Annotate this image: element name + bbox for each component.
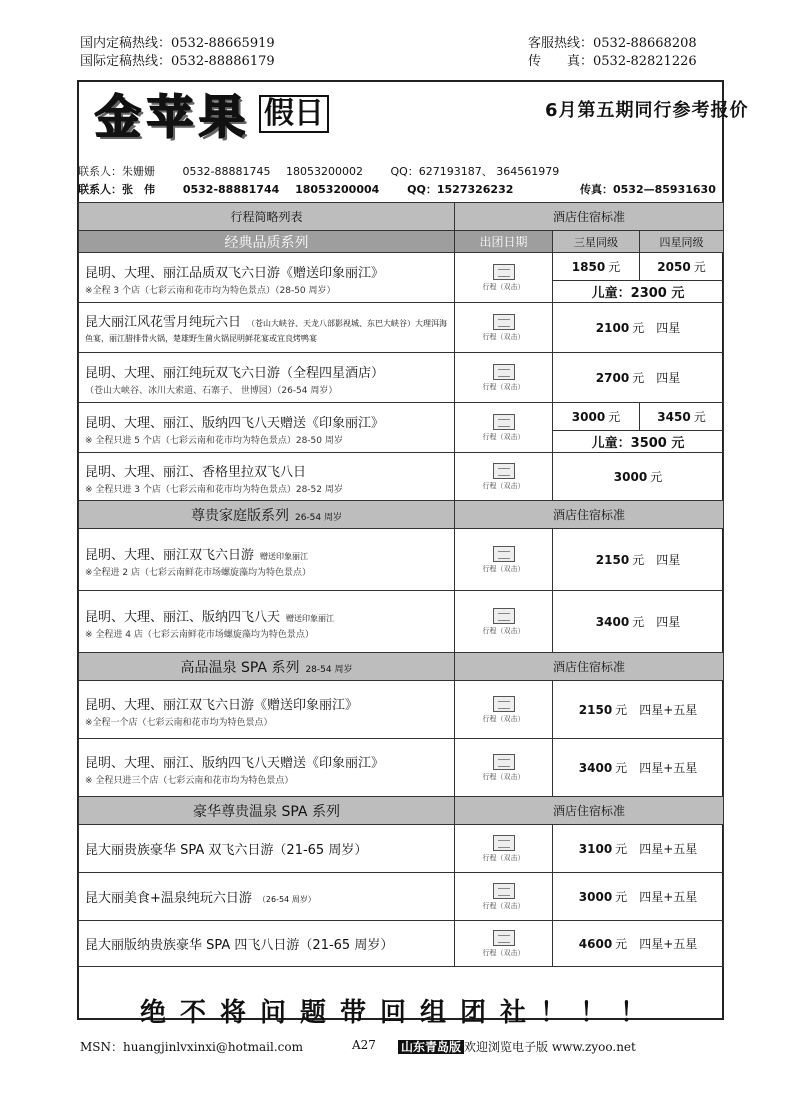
section-title: 经典品质系列 <box>224 234 309 251</box>
section-header-row <box>79 653 724 681</box>
itinerary-doc-cell[interactable] <box>455 921 553 967</box>
edition-title: 6月第五期同行参考报价 <box>545 100 749 121</box>
hotel-star: 四星 <box>656 553 681 567</box>
tour-name-text: 昆明、大理、丽江双飞六日游 <box>85 547 255 563</box>
tour-name-text: 昆大丽贵族豪华 SPA 双飞六日游（21-65 周岁） <box>85 843 368 858</box>
tour-row <box>79 681 724 739</box>
child-price-text: 儿童：3500 元 <box>591 436 685 451</box>
itinerary-doc-link[interactable] <box>455 463 552 491</box>
tour-name <box>79 542 454 565</box>
tour-cell <box>79 739 455 797</box>
tour-name <box>79 932 454 955</box>
itinerary-doc-label: 行程（双击） <box>482 714 525 723</box>
tour-price <box>553 353 724 403</box>
itinerary-doc-link[interactable] <box>455 546 552 574</box>
contact-label: 联系人： <box>78 183 122 196</box>
three-star-label: 三星同级 <box>574 235 618 249</box>
fax-number: 传 真：0532-82821226 <box>528 54 697 69</box>
tour-tag: 赠送印象丽江 <box>286 613 335 623</box>
tour-cell <box>79 873 455 921</box>
section-age: 28-54 周岁 <box>305 664 353 675</box>
hotel-title: 酒店住宿标准 <box>553 210 626 224</box>
tour-name <box>79 260 454 283</box>
price-unit: 元 <box>608 410 621 424</box>
tour-note: ※全程 3 个店（七彩云南和花市均为特色景点）（28-50 周岁） <box>85 285 336 296</box>
hotel-star: 四星 <box>656 615 681 629</box>
four-star-price <box>640 253 724 281</box>
hotel-star: 四星 <box>656 321 681 335</box>
document-icon[interactable] <box>493 835 515 851</box>
price-unit: 元 <box>608 260 621 274</box>
price-unit: 元 <box>632 321 645 335</box>
departure-header <box>455 231 553 253</box>
tour-note: ※ 全程只进 3 个店（七彩云南和花市均为特色景点）28-52 周岁 <box>85 484 343 495</box>
contact-phone: 0532-88881744 <box>182 183 280 196</box>
domestic-hotline: 国内定稿热线：0532-88665919 <box>80 36 275 51</box>
itinerary-doc-cell[interactable] <box>455 303 553 353</box>
tour-name-text: 昆明、大理、丽江、香格里拉双飞八日 <box>85 464 307 480</box>
tour-row <box>79 921 724 967</box>
tour-price <box>553 453 724 501</box>
tour-cell <box>79 453 455 501</box>
section-title-cell <box>79 501 455 529</box>
itinerary-doc-label: 行程（双击） <box>482 853 525 862</box>
itinerary-doc-label: 行程（双击） <box>482 382 525 391</box>
tour-note: ※ 全程只进 5 个店（七彩云南和花市均为特色景点）28-50 周岁 <box>85 435 343 446</box>
tour-cell <box>79 353 455 403</box>
itinerary-doc-cell[interactable] <box>455 591 553 653</box>
price-unit: 元 <box>615 937 628 951</box>
ebook-link[interactable]: 欢迎浏览电子版 www.zyoo.net <box>464 1040 636 1054</box>
itinerary-doc-cell[interactable] <box>455 825 553 873</box>
document-icon[interactable] <box>493 364 515 380</box>
tour-name <box>79 604 454 627</box>
itinerary-doc-link[interactable] <box>455 414 552 442</box>
tour-name-text: 昆明、大理、丽江、版纳四飞八天 <box>85 609 281 625</box>
tour-row <box>79 739 724 797</box>
tour-tag: 赠送印象丽江 <box>260 551 309 561</box>
logo-main-text: 金苹果 <box>95 90 251 144</box>
tour-name <box>79 692 454 715</box>
tour-price <box>553 739 724 797</box>
price-value: 3000 <box>613 470 648 484</box>
tour-price <box>553 825 724 873</box>
hotel-star: 四星+五星 <box>639 761 698 775</box>
contact-name: 张 伟 <box>122 183 155 196</box>
document-icon[interactable] <box>493 264 515 280</box>
brand-logo <box>95 88 505 144</box>
four-star-price <box>640 403 724 431</box>
tour-cell <box>79 403 455 453</box>
subheader-row <box>79 231 724 253</box>
tour-row <box>79 825 724 873</box>
tour-name-text: 昆明、大理、丽江双飞六日游《赠送印象丽江》 <box>85 697 359 713</box>
four-star-label: 四星同级 <box>659 235 704 249</box>
itinerary-doc-link[interactable] <box>455 930 552 958</box>
itinerary-doc-label: 行程（双击） <box>482 564 525 573</box>
tour-row <box>79 403 724 431</box>
document-icon[interactable] <box>493 414 515 430</box>
tour-note: （苍山大峡谷、冰川大索道、石寨子、 世博园）（26-54 周岁） <box>85 385 338 396</box>
itinerary-doc-link[interactable] <box>455 696 552 724</box>
itinerary-doc-label: 行程（双击） <box>482 332 525 341</box>
tour-name <box>79 360 454 383</box>
itinerary-doc-label: 行程（双击） <box>482 626 525 635</box>
document-icon[interactable] <box>493 608 515 624</box>
contact-fax: 传真：0532—85931630 <box>580 183 716 196</box>
slogan: 绝不将问题带回组团社！！！ <box>139 998 660 1028</box>
price-unit: 元 <box>693 410 706 424</box>
tour-name-text: 昆明、大理、丽江纯玩双飞六日游（全程四星酒店） <box>85 365 385 381</box>
tour-price <box>553 529 724 591</box>
tour-name-text: 昆明、大理、丽江品质双飞六日游《赠送印象丽江》 <box>85 265 385 281</box>
section-header-row <box>79 203 724 231</box>
itinerary-doc-cell[interactable] <box>455 681 553 739</box>
hotel-star: 四星+五星 <box>639 842 698 856</box>
tour-name <box>79 885 454 908</box>
section-title: 高品温泉 SPA 系列 <box>180 659 300 676</box>
section-age: 26-54 周岁 <box>294 512 342 523</box>
itinerary-doc-label: 行程（双击） <box>482 432 525 441</box>
tour-name-text: 昆大丽美食+温泉纯玩六日游 <box>85 891 252 906</box>
document-icon[interactable] <box>493 314 515 330</box>
section-header-row <box>79 797 724 825</box>
tour-row <box>79 591 724 653</box>
price-unit: 元 <box>615 703 628 717</box>
tour-price <box>553 681 724 739</box>
tour-name <box>79 410 454 433</box>
hotel-star: 四星+五星 <box>639 703 698 717</box>
itinerary-doc-cell[interactable] <box>455 529 553 591</box>
child-price <box>553 431 724 453</box>
price-value: 2150 <box>578 703 613 717</box>
hotel-star: 四星 <box>656 371 681 385</box>
itinerary-doc-cell[interactable] <box>455 739 553 797</box>
hotel-standard-header <box>455 203 724 231</box>
tour-name <box>79 459 454 482</box>
section-title: 尊贵家庭版系列 <box>190 507 289 524</box>
section-title-cell <box>79 231 455 253</box>
tour-cell <box>79 303 455 353</box>
tour-note: ※全程一个店（七彩云南和花市均为特色景点） <box>85 717 273 728</box>
itinerary-doc-link[interactable] <box>455 314 552 342</box>
hotel-star: 四星+五星 <box>639 937 698 951</box>
tour-tag: （26-54 周岁） <box>257 895 316 904</box>
document-icon[interactable] <box>493 463 515 479</box>
itinerary-doc-link[interactable] <box>455 264 552 292</box>
hotel-standard-header <box>455 501 724 529</box>
tour-note: ※ 全程进 4 店（七彩云南鲜花市场螺旋藻均为特色景点） <box>85 629 314 640</box>
contact-mobile: 18053200004 <box>295 183 380 196</box>
hotel-standard-header <box>455 797 724 825</box>
itinerary-doc-cell[interactable] <box>455 453 553 501</box>
itinerary-doc-cell[interactable] <box>455 403 553 453</box>
price-value: 3400 <box>595 615 630 629</box>
departure-label: 出团日期 <box>479 235 528 249</box>
price-value: 2700 <box>595 371 630 385</box>
price-unit: 元 <box>632 615 645 629</box>
edition-box: 山东青岛版 <box>398 1040 464 1054</box>
footer-edition <box>398 1038 636 1055</box>
document-icon[interactable] <box>493 546 515 562</box>
hotel-title: 酒店住宿标准 <box>553 660 626 674</box>
tour-price <box>553 591 724 653</box>
price-value: 4600 <box>578 937 613 951</box>
itinerary-doc-link[interactable] <box>455 754 552 782</box>
tour-note: ※ 全程只进三个店（七彩云南和花市均为特色景点） <box>85 775 294 786</box>
price-unit: 元 <box>632 371 645 385</box>
price-value: 3400 <box>578 761 613 775</box>
section-title: 豪华尊贵温泉 SPA 系列 <box>193 803 340 820</box>
hotel-title: 酒店住宿标准 <box>553 508 626 522</box>
contact-mobile: 18053200002 <box>285 165 363 178</box>
document-icon[interactable] <box>493 696 515 712</box>
itinerary-doc-label: 行程（双击） <box>482 772 525 781</box>
tour-price <box>553 873 724 921</box>
tour-name-text: 昆大丽江风花雪月纯玩六日 <box>85 314 242 330</box>
child-price-text: 儿童：2300 元 <box>591 286 685 301</box>
itinerary-doc-link[interactable] <box>455 608 552 636</box>
tour-row <box>79 353 724 403</box>
itinerary-doc-cell[interactable] <box>455 873 553 921</box>
international-hotline: 国际定稿热线：0532-88886179 <box>80 54 275 69</box>
contact-row-2 <box>78 183 513 197</box>
contact-qq: QQ：1527326232 <box>407 183 514 196</box>
tour-tag: （苍山大峡谷、天龙八部影视城、东巴大峡谷）大理洱海鱼宴，丽江腊排骨火锅，楚雄野生菌火锅昆明鲜花宴或宜良烤鸭宴 <box>85 318 448 343</box>
tour-name <box>79 750 454 773</box>
tour-cell <box>79 529 455 591</box>
tour-price <box>553 303 724 353</box>
contact-phone: 0532-88881745 <box>182 165 271 178</box>
price-value: 2100 <box>595 321 630 335</box>
price-value: 3450 <box>657 410 691 424</box>
four-star-header <box>640 231 724 253</box>
itinerary-doc-link[interactable] <box>455 835 552 863</box>
price-value: 3000 <box>578 890 613 904</box>
price-unit: 元 <box>615 761 628 775</box>
section-title-cell <box>79 653 455 681</box>
price-unit: 元 <box>650 470 663 484</box>
itinerary-doc-label: 行程（双击） <box>482 481 525 490</box>
tour-cell <box>79 591 455 653</box>
tour-name-text: 昆明、大理、丽江、版纳四飞八天赠送《印象丽江》 <box>85 415 385 431</box>
tour-row <box>79 529 724 591</box>
page-number: A27 <box>352 1038 376 1052</box>
price-unit: 元 <box>615 890 628 904</box>
section-header-row <box>79 501 724 529</box>
contact-row-1 <box>78 165 559 179</box>
itinerary-doc-label: 行程（双击） <box>482 948 525 957</box>
three-star-price <box>553 253 640 281</box>
itinerary-doc-cell[interactable] <box>455 253 553 303</box>
tour-cell <box>79 253 455 303</box>
section-title-cell <box>79 797 455 825</box>
hotel-star: 四星+五星 <box>639 890 698 904</box>
tour-cell <box>79 921 455 967</box>
itinerary-doc-link[interactable] <box>455 364 552 392</box>
tour-row <box>79 453 724 501</box>
itinerary-doc-cell[interactable] <box>455 353 553 403</box>
hotel-standard-header <box>455 653 724 681</box>
hotel-title: 酒店住宿标准 <box>553 804 626 818</box>
price-value: 2050 <box>657 260 691 274</box>
contact-qq: QQ：627193187、 364561979 <box>390 165 560 178</box>
document-icon[interactable] <box>493 754 515 770</box>
price-unit: 元 <box>693 260 706 274</box>
tour-name-text: 昆明、大理、丽江、版纳四飞八天赠送《印象丽江》 <box>85 755 385 771</box>
three-star-price <box>553 403 640 431</box>
child-price <box>553 281 724 303</box>
contact-name: 朱姗姗 <box>122 165 155 178</box>
document-icon[interactable] <box>493 930 515 946</box>
itinerary-doc-link[interactable] <box>455 883 552 911</box>
tour-name-text: 昆大丽版纳贵族豪华 SPA 四飞八日游（21-65 周岁） <box>85 938 394 953</box>
itinerary-doc-label: 行程（双击） <box>482 282 525 291</box>
tour-row <box>79 253 724 281</box>
service-hotline: 客服热线：0532-88668208 <box>528 36 697 51</box>
price-value: 3100 <box>578 842 613 856</box>
itinerary-column-header: 行程简略列表 <box>230 210 303 224</box>
price-unit: 元 <box>632 553 645 567</box>
tour-name <box>79 309 454 347</box>
tour-cell <box>79 825 455 873</box>
itinerary-doc-label: 行程（双击） <box>482 901 525 910</box>
tour-row <box>79 303 724 353</box>
price-table <box>78 202 724 967</box>
tour-name <box>79 837 454 860</box>
section-title-cell <box>79 203 455 231</box>
contact-label: 联系人： <box>78 165 122 178</box>
tour-price <box>553 921 724 967</box>
price-value: 1850 <box>571 260 606 274</box>
price-unit: 元 <box>615 842 628 856</box>
price-value: 2150 <box>595 553 630 567</box>
document-icon[interactable] <box>493 883 515 899</box>
tour-row <box>79 873 724 921</box>
three-star-header <box>553 231 640 253</box>
tour-cell <box>79 681 455 739</box>
logo-sub-text: 假日 <box>259 95 329 133</box>
tour-note: ※全程进 2 店（七彩云南鲜花市场螺旋藻均为特色景点） <box>85 567 311 578</box>
price-value: 3000 <box>571 410 606 424</box>
msn-contact: MSN：huangjinlvxinxi@hotmail.com <box>80 1040 303 1054</box>
